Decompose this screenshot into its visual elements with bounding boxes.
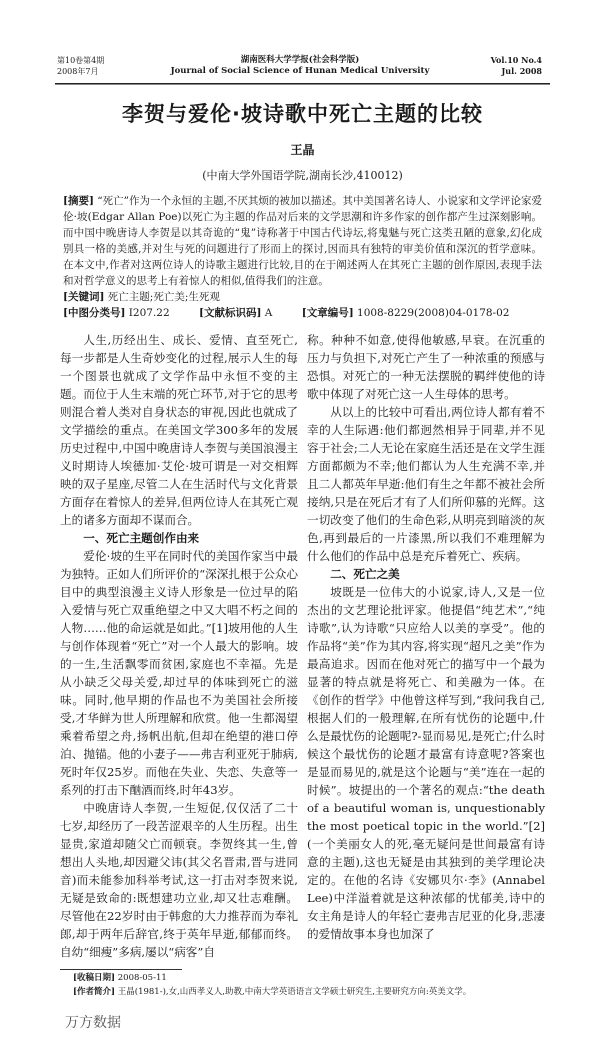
article-title: 李贺与爱伦·坡诗歌中死亡主题的比较 bbox=[122, 102, 483, 126]
clc-value: I207.22 bbox=[128, 307, 170, 319]
paragraph: 人生,历经出生、成长、爱情、直至死亡,每一步都是人生奇妙变化的过程,展示人生的每一个图景也就成了文学作品中永恒不变的主题。而位于人生末端的死亡环节,对于它的思考则混合着人类对自身状态的审视,因此也就成了文学描绘的重点。在美国文学300多年的发展历史过程中,中国中晚唐诗人李贺与美国浪漫主义时期诗人埃德加·艾伦·坡可谓是一对交相辉映的双子星座,尽管二人在生活时代与文化背景方面存在着惊人的差异,但两位诗人在其死亡观上的诸多方面却不谋而合。 bbox=[60, 333, 298, 527]
body-columns bbox=[60, 331, 545, 961]
article-no-value: 1008-8229(2008)04-0178-02 bbox=[357, 307, 510, 319]
footnote-bio bbox=[73, 986, 545, 998]
doc-code-value: A bbox=[264, 307, 273, 319]
keywords bbox=[63, 289, 542, 305]
paragraph: 中晚唐诗人李贺,一生短促,仅仅活了二十七岁,却经历了一段苦涩艰辛的人生历程。出生显贵,家道却随父亡而顿衰。李贺终其一生,曾想出人头地,却因避父讳(其父名晋肃,晋与进同音)而未能参加科举考试,这一打击对李贺来说,无疑是致命的:既想建功立业,却又壮志难酬。尽管他在22岁时由于韩愈的大力推荐而为奉礼郎,却于两年后辞官,终于英年早逝,郁郁而终。自幼“细瘦”多病,屡以“病客”自 bbox=[60, 801, 298, 959]
abstract-label: [摘要] bbox=[63, 195, 94, 207]
date-cn: 2008年7月 bbox=[57, 67, 99, 76]
paragraph: 爱伦·坡的生平在同时代的美国作家当中最为独特。正如人们所评价的“深深扎根于公众心目中的典型浪漫主义诗人形象是一位过早的陷入爱情与死亡双重绝望之中又大唱不朽之间的人物……他的命运就是如此。”[1]坡用他的人生与创作体现着“死亡”对一个人最大的影响。坡的一生,生活飘零而贫困,家庭也不幸福。先是从小缺乏父母关爱,却过早的体味到死亡的滋味。同时,他早期的作品也不为美国社会所接受,才华鲜为世人所理解和欣赏。他一生都渴望乘着希望之舟,扬帆出航,但却在绝望的港口停泊、抛锚。他的小妻子——弗吉利亚死于肺病,死时年仅25岁。而他在失业、失恋、失意等一系列的打击下酗酒而终,时年43岁。 bbox=[60, 549, 298, 797]
volume-cn: 第10卷第4期 bbox=[57, 56, 105, 65]
footnote-received bbox=[73, 972, 545, 984]
journal-name-cn: 湖南医科大学学报(社会科学版) bbox=[240, 55, 360, 65]
footnote-rule bbox=[60, 969, 182, 970]
classification-line bbox=[63, 305, 542, 321]
paragraph: 从以上的比较中可看出,两位诗人都有着不幸的人生际遇:他们都迥然相异于同辈,并不见容于社会;二人无论在家庭生活还是在文学生涯方面都颇为不幸;他们都认为人生充满不幸,并且二人都英年早逝:他们有生之年都不被社会所接纳,只是在死后才有了人们所仰慕的光辉。这一切改变了他们的生命色彩,从明亮到暗淡的灰色,再到最后的一片漆黑,所以我们不难理解为什么他们的作品中总是充斥着死亡、疾病。 bbox=[307, 405, 545, 563]
wanfang-watermark: 万方数据 bbox=[65, 1015, 121, 1031]
abstract-text: “死亡”作为一个永恒的主题,不厌其烦的被加以描述。其中美国著名诗人、小说家和文学评论家爱伦·坡(Edgar Allan Poe)以死亡为主题的作品对后来的文学思潮和许多作家的创作都产生过深刻影响。而中国中晚唐诗人李贺是以其奇诡的“鬼”诗称著于中国古代诗坛,将鬼魅与死亡这类丑陋的意象,幻化成别具一格的美感,并对生与死的问题进行了形而上的探讨,因而具有独特的审美价值和深沉的哲学意味。在本文中,作者对这两位诗人的诗歌主题进行比较,目的在于阐述两人在其死亡主题的创作原因,表现手法和对哲学意义的思考上有着惊人的相似,值得我们的注意。 bbox=[63, 195, 542, 287]
abstract bbox=[63, 193, 542, 289]
section-heading: 一、死亡主题创作由来 bbox=[83, 531, 200, 545]
date-en: Jul. 2008 bbox=[501, 66, 542, 76]
clc-label: [中图分类号] bbox=[63, 307, 126, 319]
volume-en: Vol.10 No.4 bbox=[490, 55, 542, 65]
bio-label: [作者简介] bbox=[73, 987, 116, 997]
received-date: 2008-05-11 bbox=[117, 973, 167, 983]
article-author: 王晶 bbox=[290, 143, 315, 157]
article-no-label: [文章编号] bbox=[301, 307, 354, 319]
keywords-label: [关键词] bbox=[63, 291, 105, 303]
paragraph: 坡既是一位伟大的小说家,诗人,又是一位杰出的文艺理论批评家。他提倡“纯艺术”,“纯诗歌”,认为诗歌“只应给人以美的享受”。他的作品将“美”作为其内容,将实现“超凡之美”作为最高追求。因而在他对死亡的描写中一个最为显著的特点就是将死亡、和美融为一体。在《创作的哲学》中他曾这样写到,“我问我自己,根据人们的一般理解,在所有忧伤的论题中,什么是最忧伤的论题呢?-显而易见,是死亡;什么时候这个最忧伤的论题才最富有诗意呢?答案也是显而易见的,就是这个论题与“美”连在一起的时候”。坡提出的一个著名的观点:“the death of a beautiful woman is, unquestionably the most poetical topic in the world.”[2](一个美丽女人的死,毫无疑问是世间最富有诗意的主题),这也无疑是由其独到的美学理论决定的。在他的名诗《安娜贝尔·李》(Annabel Lee)中洋溢着就是这种浓郁的忧郁美,诗中的女主角是诗人的年轻亡妻弗吉尼亚的化身,悲凄的爱情故事本身也加深了 bbox=[307, 585, 546, 941]
body-column-right bbox=[307, 331, 545, 943]
author-affiliation: (中南大学外国语学院,湖南长沙,410012) bbox=[202, 169, 403, 182]
body-column-left bbox=[60, 331, 298, 961]
journal-name-en: Journal of Social Science of Hunan Medical University bbox=[170, 66, 430, 76]
paragraph: 称。种种不如意,使得他敏感,早衰。在沉重的压力与负担下,对死亡产生了一种浓重的预感与恐惧。对死亡的一种无法摆脱的羁绊使他的诗歌中体现了对死亡这一人生母体的思考。 bbox=[307, 333, 545, 401]
keywords-text: 死亡主题;死亡美;生死观 bbox=[107, 291, 220, 303]
received-label: [收稿日期] bbox=[73, 973, 116, 983]
bio-text: 王晶(1981-),女,山西孝义人,助教,中南大学英语语言文学硕士研究生,主要研究方向:英美文学。 bbox=[117, 987, 472, 997]
section-heading: 二、死亡之美 bbox=[330, 567, 400, 581]
doc-code-label: [文献标识码] bbox=[199, 307, 262, 319]
